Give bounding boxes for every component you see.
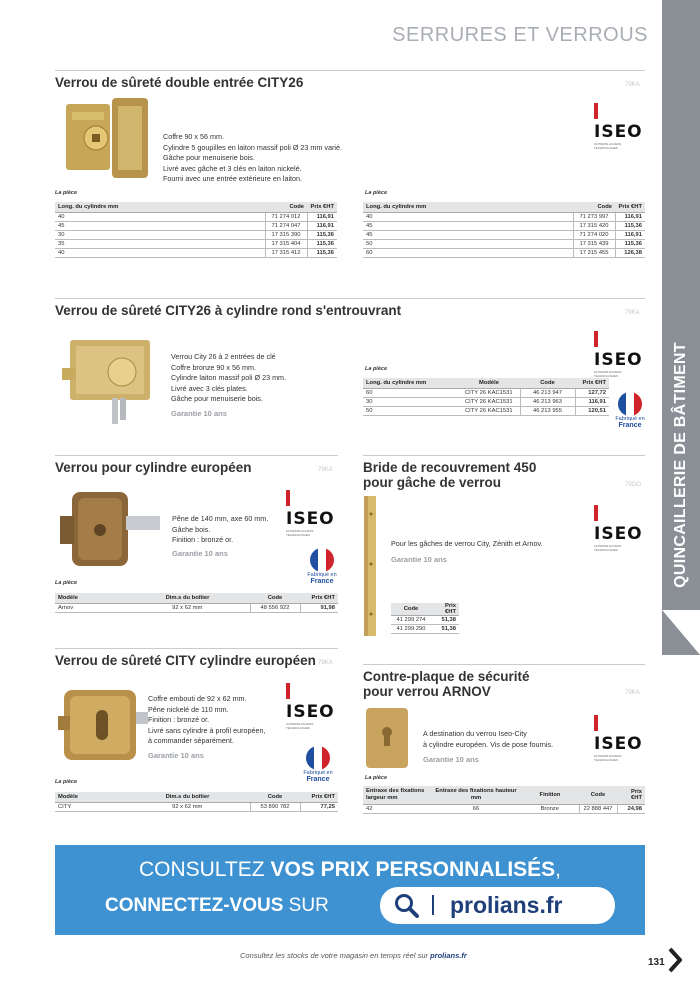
price-table-city26-rond: Long. du cylindre mm Modèle Code Prix €HT 60 CITY 26 KAC1531 46 213 947 127,72 30 CITY 26 KAC1531 46 213 963 116,91 50 CITY 26 KAC1531 46 213 955 120,51: [363, 378, 609, 416]
table-cell: 51,38: [431, 625, 459, 634]
banner-line-1: CONSULTEZ VOS PRIX PERSONNALISÉS,: [138, 858, 562, 881]
desc-city26-double: Coffre 90 x 56 mm. Cylindre 5 goupilles en laiton massif poli Ø 23 mm varié. Gâche pour menuiserie bois. Livré avec gâche et 3 clés en laiton nickelé. Fourni avec une entrée extérieure en laiton.: [163, 132, 342, 183]
table-cell: 45: [363, 221, 573, 230]
table-cell: 17 315 390: [265, 230, 307, 239]
table-cell: CITY: [55, 802, 125, 811]
price-table-city26-left: Long. du cylindre mm Code Prix €HT 40 71 274 012 116,91 45 71 274 047 116,91 30 17 315 390 115,36 35 17 315 404 115,36 40 17 315 412 115,36: [55, 202, 337, 258]
table-row: [55, 603, 338, 612]
section-title-city26-double: Verrou de sûreté double entrée CITY26: [55, 75, 304, 90]
desc-city26-rond: Verrou City 26 à 2 entrées de clé Coffre bronze 90 x 56 mm. Cylindre laiton massif poli Ø 23 mm. Livré avec 3 clés plates. Gâche pour menuiserie bois.: [171, 352, 287, 403]
table-cell: CITY 26 KAC1531: [458, 397, 520, 406]
iseo-logo: ISEO ULTIMATE ACCESS TECHNOLOGIES: [594, 102, 644, 130]
table-row: [363, 397, 609, 406]
table-cell: Arnov: [55, 603, 125, 612]
section-title-city-euro: Verrou de sûreté CITY cylindre européen: [55, 653, 316, 668]
table-cell: 17 315 439: [573, 239, 615, 248]
iseo-logo: ISEO ULTIMATE ACCESS TECHNOLOGIES: [286, 682, 336, 710]
table-cell: 46 213 955: [520, 406, 575, 415]
desc-bride: Pour les gâches de verrou City, Zénith et Arnov.: [391, 539, 543, 548]
table-row: [55, 230, 337, 239]
table-cell: 35: [55, 239, 265, 248]
table-cell: 71 273 997: [573, 212, 615, 221]
table-cell: 91,98: [300, 603, 338, 612]
ref-code: 79KA: [625, 82, 640, 88]
footer-link[interactable]: prolians.fr: [430, 951, 467, 960]
iseo-logo: ISEO ULTIMATE ACCESS TECHNOLOGIES: [594, 504, 644, 532]
table-cell: 115,36: [307, 230, 337, 239]
table-cell: CITY 26 KAC1531: [458, 406, 520, 415]
desc-city-euro: Coffre embouti de 92 x 62 mm. Pêne nickelé de 110 mm. Finition : bronzé or. Livré sans cylindre à profil européen, à commander séparément.: [148, 694, 266, 745]
table-cell: 50: [363, 239, 573, 248]
footer-note: Consultez les stocks de votre magasin en temps réel sur prolians.fr: [240, 951, 467, 960]
table-cell: 60: [363, 248, 573, 257]
unit-label: La pièce: [365, 775, 388, 781]
table-cell: 116,91: [575, 397, 609, 406]
ref-code: 79KA: [625, 690, 640, 696]
table-cell: 77,25: [300, 802, 338, 811]
banner-line-2: CONNECTEZ-VOUS SUR: [105, 895, 329, 916]
price-table-bride: Code Prix €HT 41 299 274 51,38 41 299 290 51,38: [391, 603, 459, 634]
promo-banner[interactable]: [55, 845, 645, 935]
ref-code: 79KA: [318, 467, 333, 473]
table-cell: 30: [363, 397, 458, 406]
category-side-tab: [662, 0, 700, 655]
table-row: [55, 212, 337, 221]
section-title-bride: Bride de recouvrement 450 pour gâche de verrou: [363, 460, 537, 490]
iseo-logo: ISEO ULTIMATE ACCESS TECHNOLOGIES: [594, 330, 644, 358]
table-row: [363, 212, 645, 221]
desc-contre-plaque: A destination du verrou Iseo-City à cylindre européen. Vis de pose fournis.: [423, 729, 554, 749]
next-page-chevron-icon[interactable]: [668, 947, 682, 973]
table-cell: 92 x 62 mm: [125, 603, 250, 612]
table-cell: 22 888 447: [579, 804, 617, 813]
table-row: [363, 388, 609, 397]
category-label: QUINCAILLERIE DE BÂTIMENT: [672, 342, 689, 588]
website-url: prolians.fr: [450, 892, 563, 918]
table-cell: 60: [363, 388, 458, 397]
table-cell: 126,38: [615, 248, 645, 257]
section-title-contre-plaque: Contre-plaque de sécurité pour verrou ARNOV: [363, 669, 530, 699]
table-row: [363, 248, 645, 257]
table-cell: 71 274 020: [573, 230, 615, 239]
page-number: 131: [648, 957, 665, 968]
price-table-contre-plaque: Entraxe des fixations largeur mm Entraxe des fixations hauteur mm Finition Code Prix €HT 42 66 Bronze 22 888 447 24,98: [363, 786, 645, 814]
table-cell: 71 274 047: [265, 221, 307, 230]
guarantee-label: Garantie 10 ans: [171, 409, 227, 418]
product-image-cyl-euro: [60, 486, 160, 572]
search-icon: [394, 893, 420, 919]
table-cell: 53 890 782: [250, 802, 300, 811]
table-cell: 40: [55, 212, 265, 221]
unit-label: La pièce: [365, 190, 388, 196]
side-tab-notch: [662, 610, 700, 660]
table-cell: 116,91: [615, 212, 645, 221]
table-row: [55, 802, 338, 811]
unit-label: La pièce: [55, 779, 78, 785]
table-cell: 92 x 62 mm: [125, 802, 250, 811]
table-cell: 17 315 412: [265, 248, 307, 257]
unit-label: La pièce: [365, 366, 388, 372]
table-cell: 48 556 922: [250, 603, 300, 612]
table-row: [363, 406, 609, 415]
unit-label: La pièce: [55, 190, 78, 196]
table-cell: 17 315 455: [573, 248, 615, 257]
table-row: [391, 616, 459, 625]
made-in-france-badge: Fabriqué en France: [302, 746, 334, 784]
guarantee-label: Garantie 10 ans: [148, 751, 204, 760]
desc-cyl-euro: Pêne de 140 mm, axe 60 mm. Gâche bois. Finition : bronzé or.: [172, 514, 269, 544]
table-cell: 30: [55, 230, 265, 239]
page-title: SERRURES ET VERROUS: [392, 24, 648, 46]
table-row: [55, 221, 337, 230]
guarantee-label: Garantie 10 ans: [391, 555, 447, 564]
table-cell: 24,98: [617, 804, 645, 813]
table-cell: 116,91: [615, 230, 645, 239]
price-table-city-euro: Modèle Dim.s du boîtier Code Prix €HT CITY 92 x 62 mm 53 890 782 77,25: [55, 792, 338, 812]
guarantee-label: Garantie 10 ans: [423, 755, 479, 764]
table-cell: 45: [55, 221, 265, 230]
table-cell: 127,72: [575, 388, 609, 397]
table-cell: 45: [363, 230, 573, 239]
iseo-logo: ISEO ULTIMATE ACCESS TECHNOLOGIES: [286, 489, 336, 517]
table-cell: 50: [363, 406, 458, 415]
table-row: [391, 625, 459, 634]
website-link-button[interactable]: [380, 887, 615, 924]
table-cell: 46 213 963: [520, 397, 575, 406]
table-cell: 115,36: [615, 239, 645, 248]
table-cell: 115,36: [307, 248, 337, 257]
made-in-france-badge: Fabriqué en France: [614, 392, 646, 430]
table-cell: Bronze: [521, 804, 579, 813]
iseo-logo: ISEO ULTIMATE ACCESS TECHNOLOGIES: [594, 714, 644, 742]
ref-code: 79KA: [625, 310, 640, 316]
table-cell: 71 274 012: [265, 212, 307, 221]
table-cell: 40: [55, 248, 265, 257]
price-table-city26-right: Long. du cylindre mm Code Prix €HT 40 71 273 997 116,91 45 17 315 420 115,36 45 71 274 020 116,91 50 17 315 439 115,36 60 17 315 455 126,38: [363, 202, 645, 258]
table-cell: 17 315 404: [265, 239, 307, 248]
table-cell: 46 213 947: [520, 388, 575, 397]
table-row: [363, 239, 645, 248]
product-image-contre-plaque: [364, 706, 410, 770]
table-cell: 115,36: [307, 239, 337, 248]
product-image-city26-double: [62, 94, 152, 186]
table-cell: 42: [363, 804, 431, 813]
table-row: [363, 804, 645, 813]
section-title-cyl-euro: Verrou pour cylindre européen: [55, 460, 252, 475]
table-cell: 66: [431, 804, 521, 813]
section-title-city26-rond: Verrou de sûreté CITY26 à cylindre rond s'entrouvrant: [55, 303, 402, 318]
table-cell: 17 315 420: [573, 221, 615, 230]
table-cell: 41 299 290: [391, 625, 431, 634]
table-row: [55, 248, 337, 257]
table-row: [55, 239, 337, 248]
table-row: [363, 221, 645, 230]
table-cell: 51,38: [431, 616, 459, 625]
product-image-bride: [362, 494, 384, 642]
table-cell: CITY 26 KAC1531: [458, 388, 520, 397]
unit-label: La pièce: [55, 580, 78, 586]
product-image-city-euro: [58, 682, 148, 768]
table-cell: 116,91: [307, 212, 337, 221]
ref-code: 79KA: [318, 660, 333, 666]
price-table-cyl-euro: Modèle Dim.s du boîtier Code Prix €HT Arnov 92 x 62 mm 48 556 922 91,98: [55, 593, 338, 613]
made-in-france-badge: Fabriqué en France: [306, 548, 338, 586]
table-cell: 120,51: [575, 406, 609, 415]
table-row: [363, 230, 645, 239]
table-cell: 41 299 274: [391, 616, 431, 625]
table-cell: 40: [363, 212, 573, 221]
guarantee-label: Garantie 10 ans: [172, 549, 228, 558]
table-cell: 115,36: [615, 221, 645, 230]
product-image-city26-rond: [62, 332, 162, 432]
ref-code: 79OO: [625, 482, 642, 488]
table-cell: 116,91: [307, 221, 337, 230]
